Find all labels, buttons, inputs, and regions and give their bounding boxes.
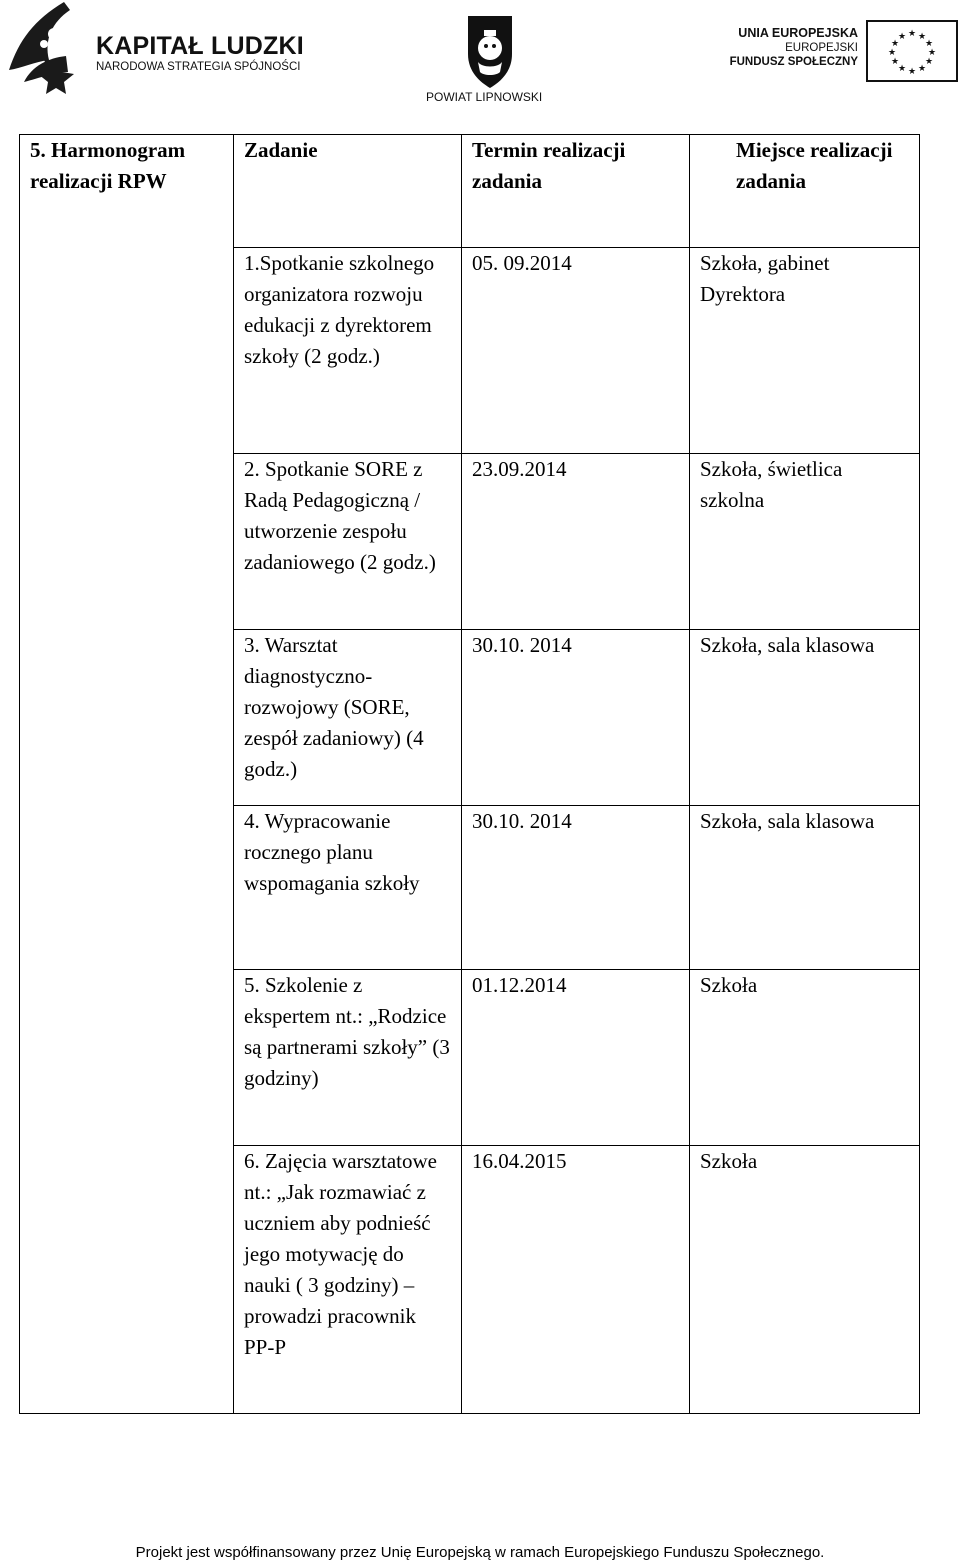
- page-footer: Projekt jest współfinansowany przez Unię Europejską w ramach Europejskiego Funduszu Społecznego.: [135, 1544, 825, 1561]
- svg-text:★: ★: [924, 57, 934, 67]
- svg-text:★: ★: [924, 39, 934, 49]
- powiat-crest-icon: [420, 10, 560, 90]
- date-cell: 23.09.2014: [462, 454, 690, 630]
- svg-text:★: ★: [890, 57, 900, 67]
- date-cell: 30.10. 2014: [462, 630, 690, 806]
- task-cell: 6. Zajęcia warsztatowe nt.: „Jak rozmawiać z uczniem aby podnieść jego motywację do nauki ( 3 godziny) – prowadzi pracownik PP-P: [234, 1146, 462, 1414]
- eu-logo: [730, 18, 958, 88]
- task-cell: 5. Szkolenie z ekspertem nt.: „Rodzice są partnerami szkoły” (3 godziny): [234, 970, 462, 1146]
- table-header-row: [20, 135, 920, 248]
- eu-line-3: FUNDUSZ SPOŁECZNY: [729, 56, 858, 68]
- svg-text:★: ★: [887, 48, 897, 58]
- task-cell: 2. Spotkanie SORE z Radą Pedagogiczną / utworzenie zespołu zadaniowego (2 godz.): [234, 454, 462, 630]
- task-cell: 1.Spotkanie szkolnego organizatora rozwoju edukacji z dyrektorem szkoły (2 godz.): [234, 248, 462, 454]
- date-cell: 05. 09.2014: [462, 248, 690, 454]
- svg-text:★: ★: [907, 67, 917, 77]
- svg-text:★: ★: [897, 32, 907, 42]
- place-cell: Szkoła, świetlica szkolna: [690, 454, 920, 630]
- powiat-name: POWIAT LIPNOWSKI: [426, 90, 543, 104]
- place-cell: Szkoła, sala klasowa: [690, 806, 920, 970]
- col-header-date: Termin realizacji zadania: [462, 135, 690, 248]
- svg-text:★: ★: [897, 64, 907, 74]
- place-cell: Szkoła: [690, 1146, 920, 1414]
- date-cell: 30.10. 2014: [462, 806, 690, 970]
- place-cell: Szkoła: [690, 970, 920, 1146]
- kapital-ludzki-emblem-icon: [4, 0, 94, 96]
- eu-line-2: EUROPEJSKI: [785, 42, 858, 54]
- eu-flag-icon: [866, 20, 958, 82]
- place-cell: Szkoła, gabinet Dyrektora: [690, 248, 920, 454]
- task-cell: 4. Wypracowanie rocznego planu wspomagania szkoły: [234, 806, 462, 970]
- place-cell: Szkoła, sala klasowa: [690, 630, 920, 806]
- eu-line-1: UNIA EUROPEJSKA: [738, 26, 858, 40]
- svg-text:★: ★: [917, 32, 927, 42]
- task-cell: 3. Warsztat diagnostyczno-rozwojowy (SORE, zespół zadaniowy) (4 godz.): [234, 630, 462, 806]
- date-cell: 01.12.2014: [462, 970, 690, 1146]
- kapital-ludzki-logo: [4, 0, 314, 100]
- svg-text:★: ★: [890, 39, 900, 49]
- svg-text:★: ★: [927, 48, 937, 58]
- schedule-table: [19, 134, 920, 1414]
- col-header-place: Miejsce realizacji zadania: [690, 135, 920, 248]
- section-title-cell: 5. Harmonogram realizacji RPW: [20, 135, 234, 1414]
- svg-text:★: ★: [917, 64, 927, 74]
- svg-text:★: ★: [907, 29, 917, 39]
- date-cell: 16.04.2015: [462, 1146, 690, 1414]
- kapital-ludzki-title: KAPITAŁ LUDZKI: [96, 32, 304, 60]
- powiat-lipnowski-logo: [420, 10, 560, 110]
- page-header: [0, 0, 960, 110]
- col-header-task: Zadanie: [234, 135, 462, 248]
- kapital-ludzki-subtitle: NARODOWA STRATEGIA SPÓJNOŚCI: [96, 61, 301, 73]
